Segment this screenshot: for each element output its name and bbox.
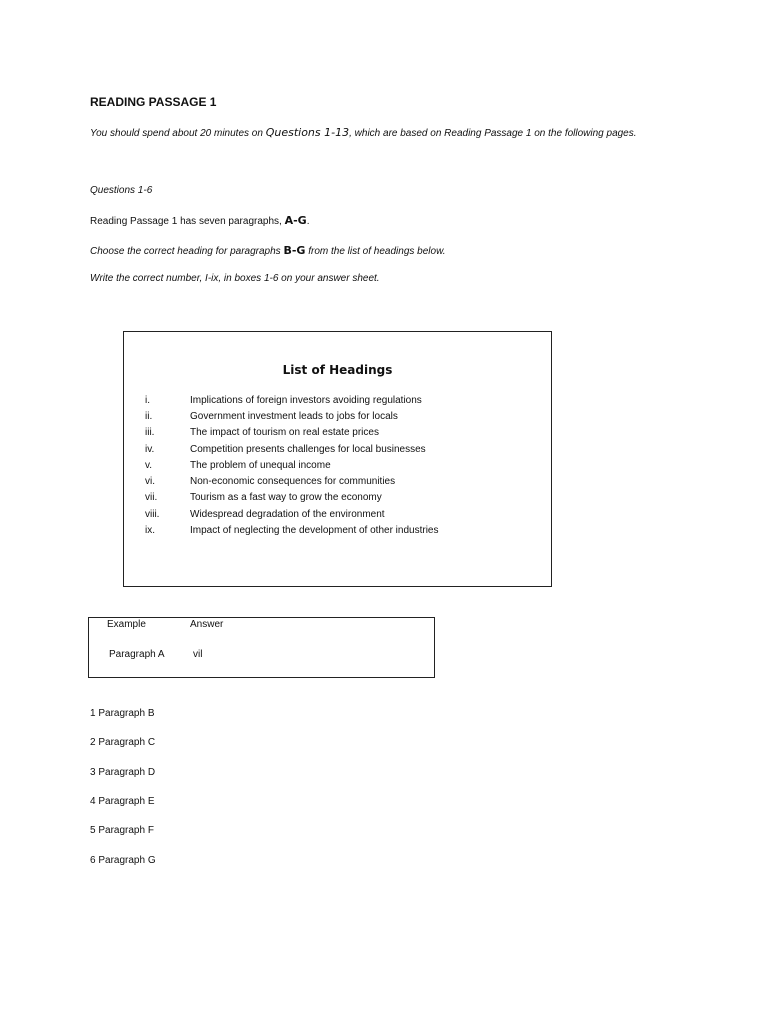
example-answer: vil bbox=[193, 649, 203, 660]
heading-text: Competition presents challenges for local businesses bbox=[190, 444, 426, 455]
heading-number: ix. bbox=[145, 525, 155, 536]
paragraph-count-info bbox=[90, 214, 309, 227]
paragraph-info-start: Reading Passage 1 has seven paragraphs, bbox=[90, 216, 285, 227]
paragraph-info-end: . bbox=[306, 216, 310, 227]
answer-header: Answer bbox=[190, 619, 224, 630]
heading-text: Government investment leads to jobs for locals bbox=[190, 411, 398, 422]
heading-number: iii. bbox=[145, 427, 155, 438]
example-box bbox=[88, 617, 435, 678]
heading-text: Tourism as a fast way to grow the economy bbox=[190, 492, 382, 503]
choose-heading-instruction bbox=[90, 244, 446, 257]
heading-number: ii. bbox=[145, 411, 153, 422]
example-paragraph: Paragraph A bbox=[109, 649, 165, 660]
paragraphs-range-emphasis: B-G bbox=[283, 244, 306, 257]
write-number-instruction: Write the correct number, I-ix, in boxes 1-6 on your answer sheet. bbox=[90, 273, 380, 284]
answer-line: 5 Paragraph F bbox=[90, 825, 154, 836]
answer-line: 1 Paragraph B bbox=[90, 708, 155, 719]
heading-text: Implications of foreign investors avoiding regulations bbox=[190, 395, 422, 406]
time-instruction-end: , which are based on Reading Passage 1 on the following pages. bbox=[349, 128, 637, 139]
heading-number: viii. bbox=[145, 509, 160, 520]
heading-text: Widespread degradation of the environment bbox=[190, 509, 385, 520]
heading-number: v. bbox=[145, 460, 153, 471]
headings-box bbox=[123, 331, 552, 587]
time-instruction bbox=[90, 126, 637, 139]
heading-text: Impact of neglecting the development of other industries bbox=[190, 525, 439, 536]
headings-title: List of Headings bbox=[282, 363, 393, 377]
answer-line: 2 Paragraph C bbox=[90, 737, 156, 748]
choose-instruction-end: from the list of headings below. bbox=[305, 246, 446, 257]
heading-text: The impact of tourism on real estate prices bbox=[190, 427, 379, 438]
passage-title: READING PASSAGE 1 bbox=[90, 95, 217, 109]
heading-number: vii. bbox=[145, 492, 158, 503]
heading-number: vi. bbox=[145, 476, 155, 487]
heading-number: iv. bbox=[145, 444, 155, 455]
heading-text: Non-economic consequences for communities bbox=[190, 476, 396, 487]
heading-text: The problem of unequal income bbox=[190, 460, 331, 471]
example-header: Example bbox=[107, 619, 146, 630]
paragraph-range-emphasis: A-G bbox=[284, 214, 307, 227]
choose-instruction-start: Choose the correct heading for paragraphs bbox=[90, 246, 284, 257]
answer-line: 6 Paragraph G bbox=[90, 855, 156, 866]
time-instruction-start: You should spend about 20 minutes on bbox=[90, 128, 266, 139]
questions-label: Questions 1-6 bbox=[90, 185, 153, 196]
answer-line: 4 Paragraph E bbox=[90, 796, 155, 807]
heading-number: i. bbox=[145, 395, 150, 406]
questions-range-emphasis: Questions 1-13 bbox=[265, 126, 350, 139]
answer-line: 3 Paragraph D bbox=[90, 767, 156, 778]
